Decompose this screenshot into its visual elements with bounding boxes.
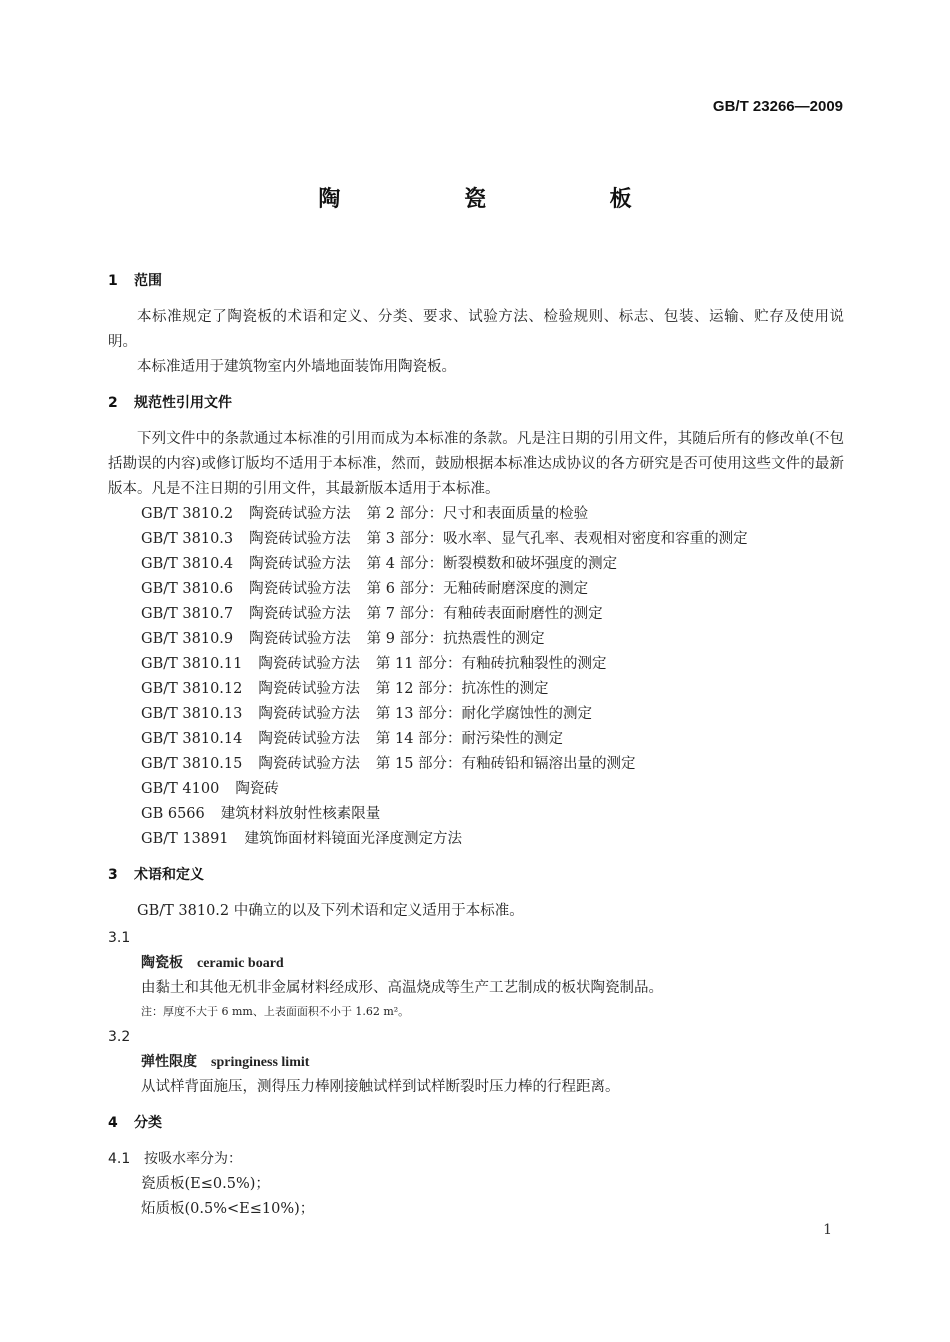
standard-code: GB/T 23266—2009	[712, 98, 843, 115]
section-number: 4	[108, 1115, 118, 1131]
reference-item	[108, 802, 844, 827]
term-entry	[108, 1050, 844, 1075]
reference-title: 陶瓷砖试验方法	[258, 656, 360, 672]
term-en: springiness limit	[211, 1055, 310, 1070]
section-heading-1	[108, 269, 844, 294]
reference-part: 第 4 部分：断裂模数和破坏强度的测定	[366, 556, 618, 572]
reference-code: GB/T 13891	[141, 831, 229, 847]
section-title: 规范性引用文件	[134, 395, 232, 411]
reference-part: 第 2 部分：尺寸和表面质量的检验	[366, 506, 589, 522]
reference-part: 第 7 部分：有釉砖表面耐磨性的测定	[366, 606, 603, 622]
page-number: 1	[823, 1222, 832, 1238]
reference-title: 陶瓷砖试验方法	[249, 556, 351, 572]
reference-item	[108, 677, 844, 702]
term-definition: 由黏土和其他无机非金属材料经成形、高温烧成等生产工艺制成的板状陶瓷制品。	[141, 980, 663, 996]
reference-code: GB 6566	[141, 806, 205, 822]
reference-part: 第 3 部分：吸水率、显气孔率、表观相对密度和容重的测定	[366, 531, 748, 547]
reference-code: GB/T 4100	[141, 781, 220, 797]
term-number: 3.1	[108, 930, 131, 946]
reference-part: 第 12 部分：抗冻性的测定	[375, 681, 549, 697]
paragraph: GB/T 3810.2 中确立的以及下列术语和定义适用于本标准。	[137, 903, 524, 919]
section-number: 3	[108, 867, 118, 883]
subsection-number: 4.1	[108, 1151, 131, 1167]
reference-item	[108, 527, 844, 552]
reference-title: 陶瓷砖试验方法	[249, 606, 351, 622]
paragraph: 本标准规定了陶瓷板的术语和定义、分类、要求、试验方法、检验规则、标志、包装、运输、贮存及使用说明。	[108, 309, 844, 350]
reference-code: GB/T 3810.3	[141, 531, 234, 547]
reference-code: GB/T 3810.11	[141, 656, 243, 672]
reference-code: GB/T 3810.15	[141, 756, 243, 772]
section-title: 范围	[134, 273, 162, 289]
reference-part: 第 13 部分：耐化学腐蚀性的测定	[375, 706, 593, 722]
subsection-title: 按吸水率分为：	[144, 1151, 242, 1167]
term-cn: 陶瓷板	[141, 955, 183, 971]
reference-title: 陶瓷砖试验方法	[258, 731, 360, 747]
reference-item	[108, 577, 844, 602]
reference-part: 第 6 部分：无釉砖耐磨深度的测定	[366, 581, 589, 597]
section-title: 分类	[134, 1115, 162, 1131]
reference-title: 陶瓷砖试验方法	[249, 531, 351, 547]
reference-code: GB/T 3810.4	[141, 556, 234, 572]
reference-item	[108, 752, 844, 777]
list-item: 炻质板(0.5%<E≤10%)；	[141, 1201, 315, 1217]
reference-item	[108, 702, 844, 727]
reference-code: GB/T 3810.9	[141, 631, 234, 647]
reference-list	[108, 502, 844, 852]
reference-item	[108, 627, 844, 652]
reference-item	[108, 552, 844, 577]
reference-title: 建筑饰面材料镜面光泽度测定方法	[244, 831, 463, 847]
section-heading-3	[108, 863, 844, 888]
reference-part: 第 11 部分：有釉砖抗釉裂性的测定	[375, 656, 607, 672]
reference-item	[108, 777, 844, 802]
term-definition: 从试样背面施压，测得压力棒刚接触试样到试样断裂时压力棒的行程距离。	[141, 1079, 620, 1095]
reference-title: 陶瓷砖试验方法	[249, 581, 351, 597]
paragraph: 本标准适用于建筑物室内外墙地面装饰用陶瓷板。	[137, 359, 456, 375]
list-item: 瓷质板(E≤0.5%)；	[141, 1176, 270, 1192]
reference-title: 陶瓷砖试验方法	[258, 706, 360, 722]
reference-title: 陶瓷砖试验方法	[258, 681, 360, 697]
term-entry	[108, 951, 844, 976]
document-body	[108, 258, 844, 1222]
section-number: 2	[108, 395, 118, 411]
reference-title: 陶瓷砖	[235, 781, 279, 797]
reference-code: GB/T 3810.7	[141, 606, 234, 622]
reference-item	[108, 827, 844, 852]
section-heading-2	[108, 391, 844, 416]
reference-title: 陶瓷砖试验方法	[249, 631, 351, 647]
reference-item	[108, 502, 844, 527]
reference-code: GB/T 3810.2	[141, 506, 234, 522]
paragraph: 下列文件中的条款通过本标准的引用而成为本标准的条款。凡是注日期的引用文件，其随后所有的修改单(不包括勘误的内容)或修订版均不适用于本标准，然而，鼓励根据本标准达成协议的各方研究是否可使用这些文件的最新版本。凡是不注日期的引用文件，其最新版本适用于本标准。	[108, 431, 844, 497]
reference-title: 建筑材料放射性核素限量	[220, 806, 381, 822]
section-number: 1	[108, 273, 118, 289]
reference-item	[108, 652, 844, 677]
reference-part: 第 9 部分：抗热震性的测定	[366, 631, 545, 647]
document-title: 陶 瓷 板	[318, 187, 690, 212]
subsection-heading	[108, 1147, 844, 1172]
reference-part: 第 14 部分：耐污染性的测定	[375, 731, 564, 747]
section-title: 术语和定义	[134, 867, 204, 883]
reference-code: GB/T 3810.6	[141, 581, 234, 597]
reference-title: 陶瓷砖试验方法	[249, 506, 351, 522]
term-note: 注：厚度不大于 6 mm、上表面面积不小于 1.62 m²。	[141, 1005, 410, 1018]
reference-code: GB/T 3810.12	[141, 681, 243, 697]
reference-part: 第 15 部分：有釉砖铅和镉溶出量的测定	[375, 756, 636, 772]
reference-item	[108, 602, 844, 627]
term-number: 3.2	[108, 1029, 131, 1045]
reference-code: GB/T 3810.14	[141, 731, 243, 747]
reference-code: GB/T 3810.13	[141, 706, 243, 722]
reference-title: 陶瓷砖试验方法	[258, 756, 360, 772]
term-cn: 弹性限度	[141, 1054, 197, 1070]
reference-item	[108, 727, 844, 752]
section-heading-4	[108, 1111, 844, 1136]
term-en: ceramic board	[197, 956, 284, 971]
